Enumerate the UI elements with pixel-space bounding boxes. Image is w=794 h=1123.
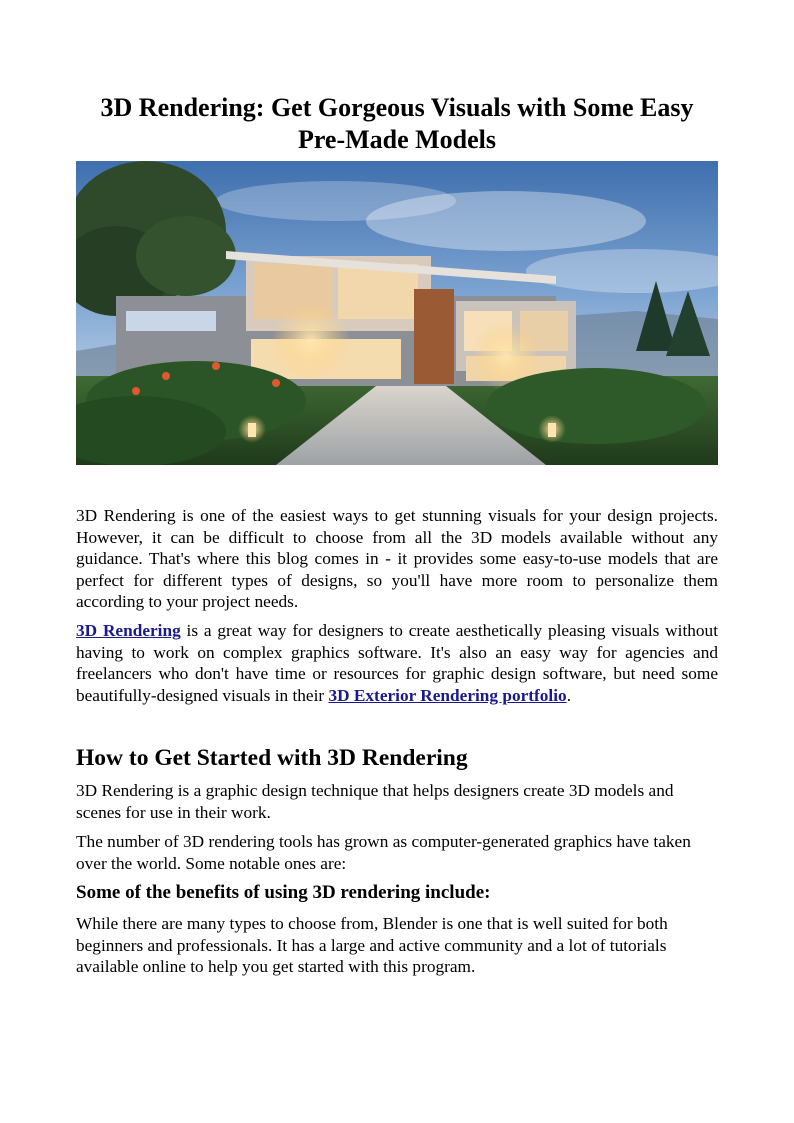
- 3d-rendering-link[interactable]: 3D Rendering: [76, 621, 181, 640]
- description-text-2: .: [566, 685, 572, 705]
- section-heading-get-started: How to Get Started with 3D Rendering: [76, 745, 468, 771]
- description-text-1: is a great way for designers to create aesthetically pleasing visuals without having to work on complex graphics software. It's also an easy way for agencies and freelancers who don't have time or resources for graphic design software, but need some beautifully-designed visuals in their: [76, 621, 718, 705]
- description-paragraph: [76, 620, 718, 706]
- intro-paragraph: 3D Rendering is one of the easiest ways to get stunning visuals for your design projects. However, it can be difficult to choose from all the 3D models available without any guidance. That's where this blog comes in - it provides some easy-to-use models that are perfect for different types of designs, so you'll have more room to personalize them according to your project needs.: [76, 506, 718, 611]
- subheading-benefits: Some of the benefits of using 3D rendering include:: [76, 882, 491, 903]
- hero-image-modern-house-rendering: [76, 161, 718, 465]
- article-title: 3D Rendering: Get Gorgeous Visuals with Some Easy Pre-Made Models: [100, 93, 694, 154]
- 3d-exterior-rendering-portfolio-link[interactable]: 3D Exterior Rendering portfolio: [328, 685, 567, 705]
- technique-paragraph: 3D Rendering is a graphic design technique that helps designers create 3D models and scenes for use in their work.: [76, 781, 674, 822]
- tools-paragraph: The number of 3D rendering tools has grown as computer-generated graphics have taken over the world. Some notable ones are:: [76, 832, 691, 873]
- blender-paragraph: While there are many types to choose from, Blender is one that is well suited for both beginners and professionals. It has a large and active community and a lot of tutorials available online to help you get started with this program.: [76, 914, 668, 976]
